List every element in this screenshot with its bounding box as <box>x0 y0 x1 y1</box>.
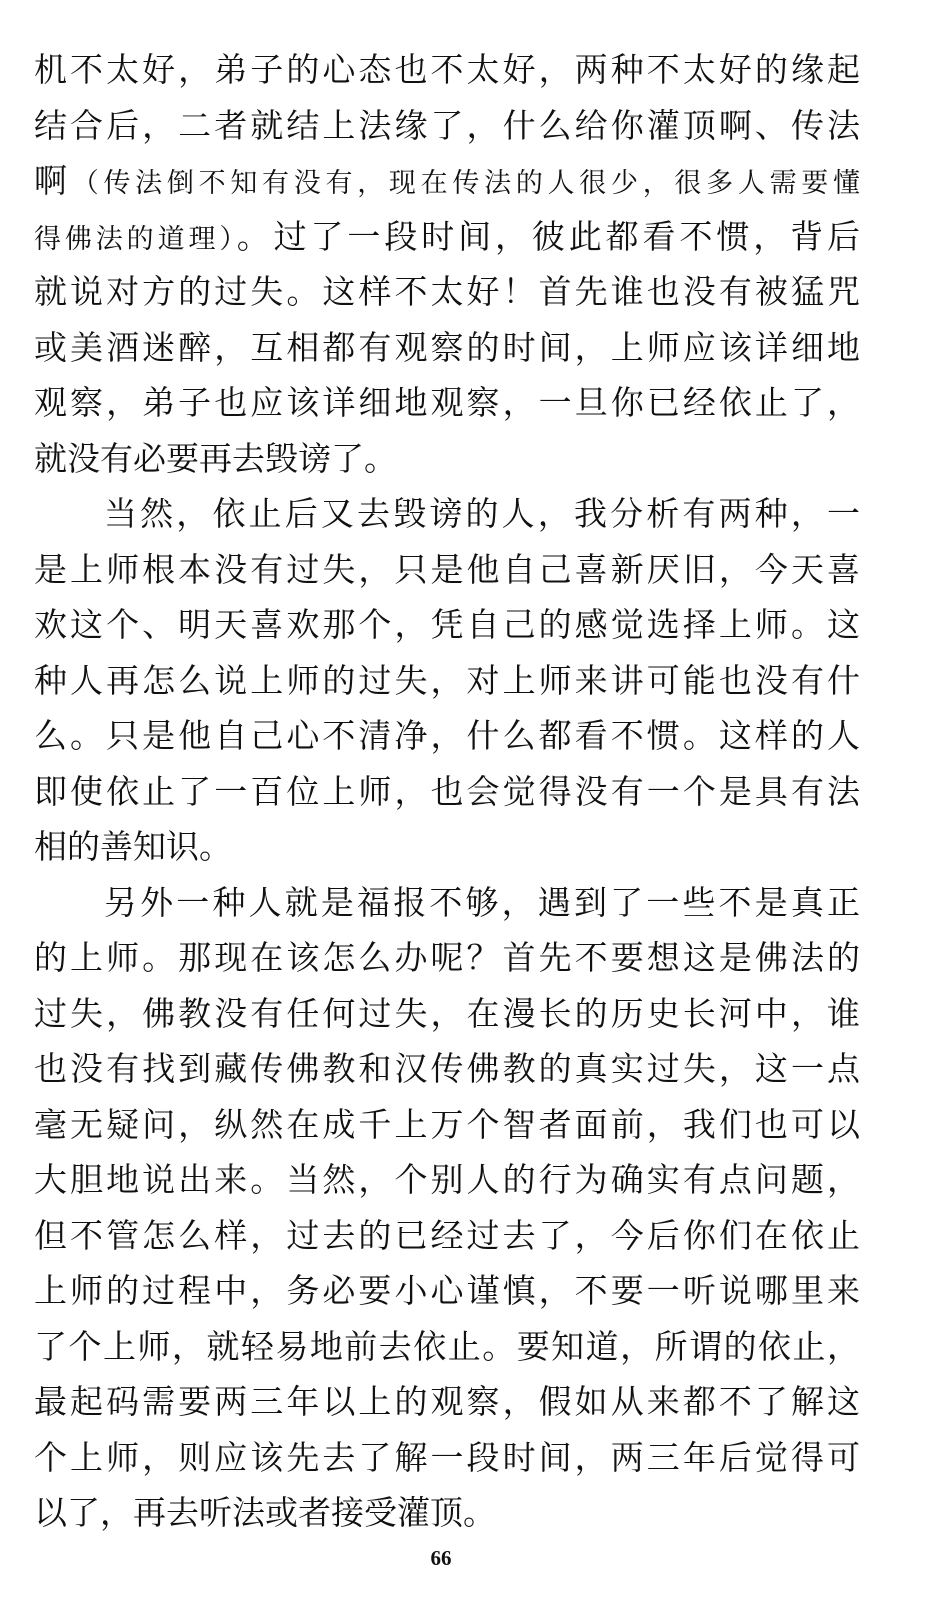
main-text: 。过了一段时间，彼此都看不惯，背后 <box>236 216 861 256</box>
text-line: 过失，佛教没有任何过失，在漫长的历史长河中，谁 <box>34 993 860 1033</box>
text-line: 个上师，则应该先去了解一段时间，两三年后觉得可 <box>34 1437 860 1477</box>
text-line: 也没有找到藏传佛教和汉传佛教的真实过失，这一点 <box>34 1049 860 1088</box>
text-line: 了个上师，就轻易地前去依止。要知道，所谓的依止， <box>34 1326 860 1366</box>
text-line: 结合后，二者就结上法缘了，什么给你灌顶啊、传法 <box>34 105 860 145</box>
text-line: 观察，弟子也应该详细地观察，一旦你已经依止了， <box>34 383 860 422</box>
text-line: 或美酒迷醉，互相都有观察的时间，上师应该详细地 <box>34 327 860 367</box>
text-line: 欢这个、明天喜欢那个，凭自己的感觉选择上师。这 <box>34 605 860 644</box>
paragraph-2 <box>34 486 860 875</box>
paragraph-3 <box>34 875 860 1541</box>
page-number: 66 <box>430 1546 452 1570</box>
annotation-text: 得佛法的道理） <box>34 223 237 255</box>
text-line: 是上师根本没有过失，只是他自己喜新厌旧，今天喜 <box>34 549 860 589</box>
text-line: 的上师。那现在该怎么办呢？首先不要想这是佛法的 <box>34 938 860 977</box>
text-line: 就没有必要再去毁谤了。 <box>34 438 397 478</box>
annotation-text: （传法倒不知有没有，现在传法的人很少，很多人需要懂 <box>71 168 861 199</box>
text-line: 毫无疑问，纵然在成千上万个智者面前，我们也可以 <box>34 1104 860 1144</box>
text-line: 以了，再去听法或者接受灌顶。 <box>34 1493 496 1532</box>
book-page <box>34 42 860 1541</box>
text-line: 大胆地说出来。当然，个别人的行为确实有点问题， <box>34 1160 860 1199</box>
text-line-with-note <box>34 209 860 265</box>
text-line: 种人再怎么说上师的过失，对上师来讲可能也没有什 <box>34 660 860 700</box>
text-line: 机不太好，弟子的心态也不太好，两种不太好的缘起 <box>34 50 860 89</box>
text-line: 当然，依止后又去毁谤的人，我分析有两种，一 <box>104 494 860 533</box>
text-line: 么。只是他自己心不清净，什么都看不惯。这样的人 <box>34 716 860 755</box>
text-line: 最起码需要两三年以上的观察，假如从来都不了解这 <box>34 1382 860 1421</box>
text-line: 相的善知识。 <box>34 827 232 866</box>
text-line-with-note <box>34 153 860 209</box>
paragraph-1 <box>34 42 860 486</box>
text-line: 上师的过程中，务必要小心谨慎，不要一听说哪里来 <box>34 1271 860 1310</box>
main-text: 啊 <box>34 161 72 200</box>
text-line: 另外一种人就是福报不够，遇到了一些不是真正 <box>104 882 860 922</box>
text-line: 但不管怎么样，过去的已经过去了，今后你们在依止 <box>34 1215 860 1255</box>
text-line: 即使依止了一百位上师，也会觉得没有一个是具有法 <box>34 771 860 811</box>
text-line: 就说对方的过失。这样不太好！首先谁也没有被猛咒 <box>34 272 860 311</box>
